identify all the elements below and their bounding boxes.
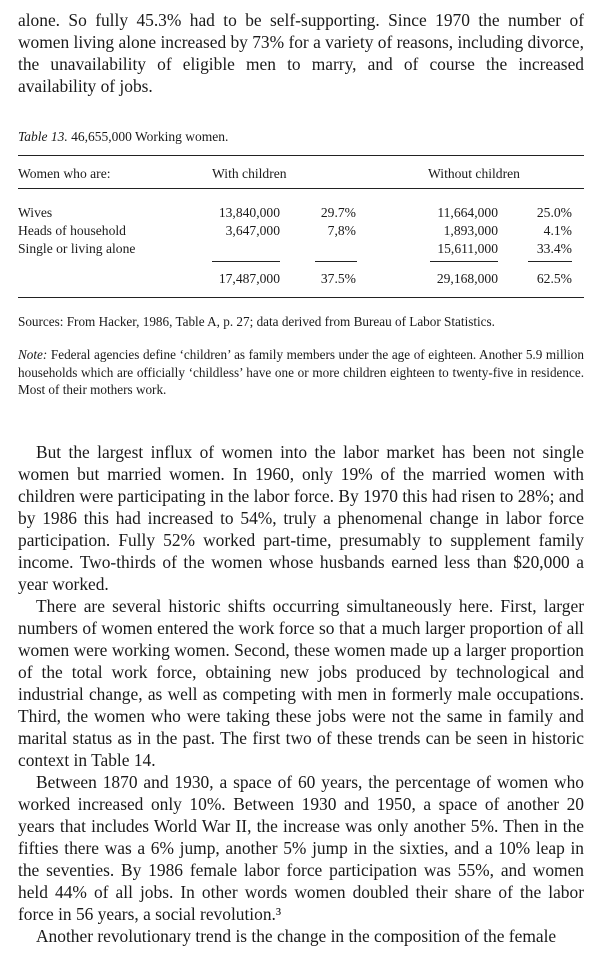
total-with-pct: 37.5% — [320, 271, 356, 286]
with-count: 13,840,000 — [218, 205, 280, 220]
subtotal-rule — [528, 261, 572, 262]
table-note — [18, 346, 584, 399]
table-bottom-rule — [18, 297, 584, 298]
total-without-pct: 62.5% — [536, 271, 572, 286]
total-with-count: 17,487,000 — [218, 271, 280, 286]
total-without-count: 29,168,000 — [436, 271, 498, 286]
without-pct: 33.4% — [536, 241, 572, 256]
note-text: Federal agencies define ‘children’ as family members under the age of eighteen. Another 5.9 million households which are officially ‘childless’ have one or more children eighteen to twenty-five in residence. Most of their mothers work. — [18, 347, 584, 397]
row-label: Heads of household — [18, 223, 126, 238]
row-label: Wives — [18, 205, 53, 220]
row-label: Single or living alone — [18, 241, 136, 256]
header-without-children: Without children — [428, 166, 520, 181]
body-paragraph: There are several historic shifts occurring simultaneously here. First, larger numbers of women entered the work force so that a much larger proportion of all women were working women. Second, these women made up a larger proportion of the total work force, obtaining new jobs produced by technological and industrial change, as well as competing with men in formerly male occupations. Third, the women who were taking these jobs were not the same in family and marital status as in the past. The first two of these trends can be seen in historic context in Table 14. — [18, 596, 584, 770]
body-paragraph: Another revolutionary trend is the change in the composition of the female — [36, 926, 557, 946]
with-pct: 29.7% — [320, 205, 356, 220]
table-header-rule — [18, 188, 584, 189]
without-count: 1,893,000 — [443, 223, 498, 238]
without-pct: 4.1% — [543, 223, 572, 238]
table-sources: Sources: From Hacker, 1986, Table A, p. 27; data derived from Bureau of Labor Statistics. — [18, 314, 495, 329]
without-pct: 25.0% — [536, 205, 572, 220]
without-count: 11,664,000 — [437, 205, 498, 220]
body-text — [18, 441, 584, 947]
table-caption — [18, 129, 228, 145]
subtotal-rule — [212, 261, 280, 262]
note-label: Note: — [18, 347, 48, 362]
table-number: Table 13. — [18, 129, 68, 144]
subtotal-rule — [430, 261, 498, 262]
body-paragraph: Between 1870 and 1930, a space of 60 years, the percentage of women who worked increased only 10%. Between 1930 and 1950, a space of another 20 years that includes World War II, the increase was only another 5%. Then in the fifties there was a 6% jump, another 5% jump in the sixties, and a 10% leap in the seventies. By 1986 female labor force participation was 55%, and women held 44% of all jobs. In other words women doubled their share of the labor force in 56 years, a social revolution.³ — [18, 772, 584, 924]
body-paragraph: But the largest influx of women into the labor market has been not single women but married women. In 1960, only 19% of the married women with children were participating in the labor force. By 1970 this had risen to 28%; and by 1986 this had increased to 54%, truly a phenomenal change in labor force participation. Fully 52% worked part-time, presumably to supplement family income. Two-thirds of the women whose husbands earned less than $20,000 a year worked. — [18, 442, 584, 594]
with-pct: 7,8% — [327, 223, 356, 238]
intro-paragraph: alone. So fully 45.3% had to be self-supporting. Since 1970 the number of women living alone increased by 73% for a variety of reasons, including divorce, the unavailability of eligible men to marry, and of course the increased availability of jobs. — [18, 10, 584, 96]
table-top-rule — [18, 155, 584, 156]
with-count: 3,647,000 — [225, 223, 280, 238]
subtotal-rule — [315, 261, 357, 262]
table-title: 46,655,000 Working women. — [71, 129, 229, 144]
without-count: 15,611,000 — [437, 241, 498, 256]
header-row-label: Women who are: — [18, 166, 111, 181]
header-with-children: With children — [212, 166, 287, 181]
